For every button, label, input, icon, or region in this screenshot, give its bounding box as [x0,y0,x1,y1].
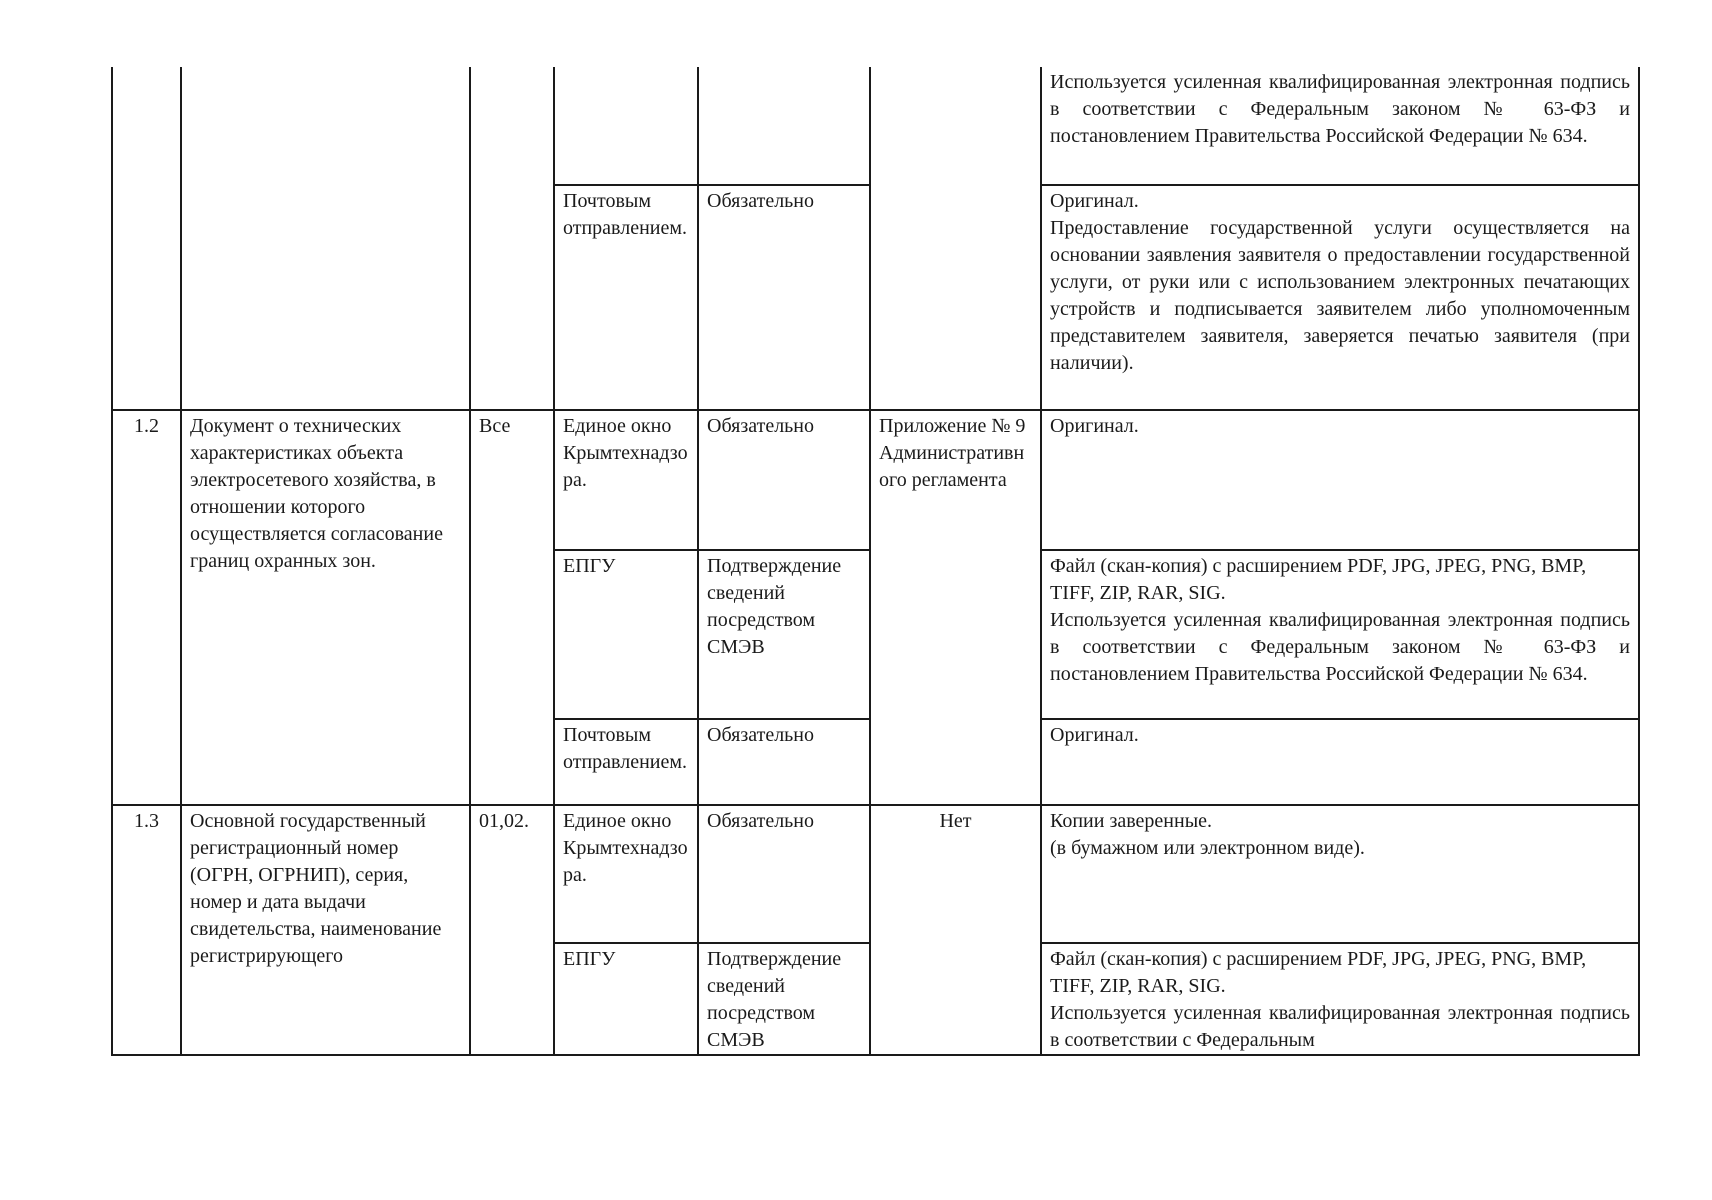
row-number-cell [112,67,181,410]
document-name: Документ о технических характеристиках объекта электросетевого хозяйства, в отношении которого осуществляется согласование границ охранных зон. [190,415,443,572]
submission-mode-cell [698,185,870,410]
requirements-note-cell [1041,805,1639,943]
submission-mode-text: Обязательно [707,810,815,832]
document-name-cell [181,805,470,1055]
submission-mode-cell [698,719,870,805]
submission-mode-cell [698,410,870,550]
submission-method-cell [554,410,698,550]
applicant-category: Все [479,415,511,437]
requirements-note-cell [1041,410,1639,550]
original-note: Оригинал. [1050,190,1139,212]
document-name: Основной государственный регистрационный номер (ОГРН, ОГРНИП), серия, номер и дата выдачи свидетельства, наименование регистрирующего [190,810,442,967]
document-name-cell [181,67,470,410]
form-reference: Приложение № 9 Административного регламента [879,415,1026,491]
submission-mode-cell [698,805,870,943]
format-note: (в бумажном или электронном виде). [1050,837,1365,859]
submission-mode-text: Обязательно [707,415,815,437]
submission-mode-text: Подтверждение сведений посредством СМЭВ [707,555,842,658]
form-reference-cell [870,410,1041,805]
category-cell [470,67,554,410]
document-name-cell [181,410,470,805]
electronic-signature-note: Используется усиленная квалифицированная электронная подпись в соответствии с Федеральным [1050,1002,1630,1051]
submission-method-cell [554,67,698,185]
submission-method-text: Единое окно Крымтехнадзора. [563,415,688,491]
submission-method-cell [554,185,698,410]
submission-method-text: Единое окно Крымтехнадзора. [563,810,688,886]
table-row [112,67,1639,185]
file-format-note: Файл (скан-копия) с расширением PDF, JPG, JPEG, PNG, BMP, TIFF, ZIP, RAR, SIG. [1050,948,1587,997]
form-reference-cell [870,805,1041,1055]
row-number-cell [112,410,181,805]
submission-mode-text: Обязательно [707,724,815,746]
electronic-signature-note: Используется усиленная квалифицированная электронная подпись в соответствии с Федеральным законом № 63-ФЗ и постановлением Правительства Российской Федерации № 634. [1050,609,1630,685]
form-reference: Нет [939,810,972,832]
table-row [112,805,1639,943]
submission-mode-cell [698,67,870,185]
submission-method-cell [554,550,698,719]
row-number-cell [112,805,181,1055]
file-format-note: Файл (скан-копия) с расширением PDF, JPG, JPEG, PNG, BMP, TIFF, ZIP, RAR, SIG. [1050,555,1587,604]
requirements-note-cell [1041,943,1639,1055]
category-cell [470,410,554,805]
submission-method-text: Почтовым отправлением. [563,724,688,773]
submission-mode-cell [698,943,870,1055]
requirements-note-cell [1041,550,1639,719]
row-number: 1.2 [134,415,159,437]
row-number: 1.3 [134,810,159,832]
submission-method-text: ЕПГУ [563,555,616,577]
form-reference-cell [870,67,1041,410]
copies-note: Копии заверенные. [1050,810,1213,832]
application-procedure-note: Предоставление государственной услуги осуществляется на основании заявления заявителя о предоставлении государственной услуги, от руки или с использованием электронных печатающих устройств и подписывается заявителем либо уполномоченным представителем заявителя, заверяется печатью заявителя (при наличии). [1050,217,1630,374]
requirements-note-cell [1041,719,1639,805]
electronic-signature-note: Используется усиленная квалифицированная электронная подпись в соответствии с Федеральным законом № 63-ФЗ и постановлением Правительства Российской Федерации № 634. [1050,71,1630,147]
submission-method-cell [554,943,698,1055]
submission-method-cell [554,805,698,943]
documents-requirements-table [111,67,1640,1056]
original-note: Оригинал. [1050,415,1139,437]
submission-method-text: Почтовым отправлением. [563,190,688,239]
submission-method-text: ЕПГУ [563,948,616,970]
original-note: Оригинал. [1050,724,1139,746]
submission-mode-cell [698,550,870,719]
requirements-note-cell [1041,67,1639,185]
submission-mode-text: Обязательно [707,190,815,212]
submission-method-cell [554,719,698,805]
table-row [112,410,1639,550]
submission-mode-text: Подтверждение сведений посредством СМЭВ [707,948,842,1051]
requirements-note-cell [1041,185,1639,410]
applicant-category: 01,02. [479,810,529,832]
category-cell [470,805,554,1055]
